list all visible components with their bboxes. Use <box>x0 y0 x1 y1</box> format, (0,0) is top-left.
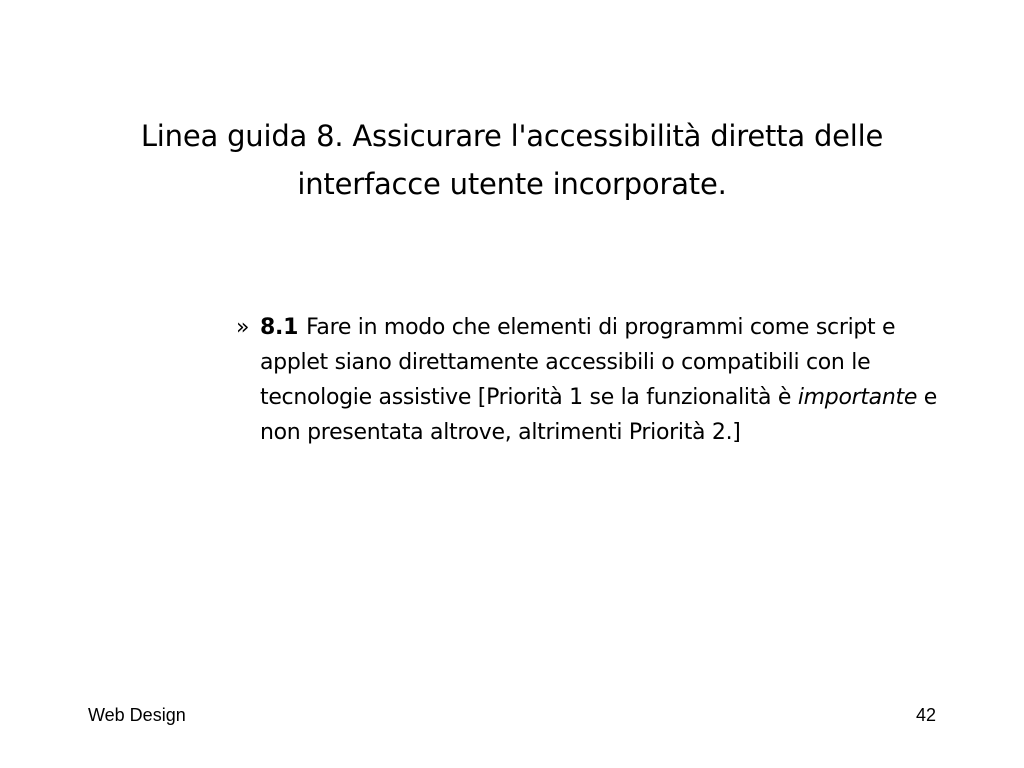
footer-text: Web Design <box>88 705 186 725</box>
bullet-item <box>236 310 952 450</box>
slide-title <box>60 112 964 208</box>
item-text-part2: e non presentata altrove, altrimenti Priorità 2.] <box>260 385 938 445</box>
bullet-marker: » <box>236 315 250 340</box>
slide-content <box>236 310 952 450</box>
page-number: 42 <box>915 705 936 725</box>
item-text-part1: Fare in modo che elementi di programmi come script e applet siano direttamente accessibili o compatibili con le tecnologie assistive [Priorità 1 se la funzionalità è <box>260 315 896 410</box>
item-emphasis: importante <box>797 385 918 410</box>
item-number: 8.1 <box>260 315 299 340</box>
title-line-1: Linea guida 8. Assicurare l'accessibilità diretta delle <box>140 119 884 153</box>
title-line-2: interfacce utente incorporate. <box>297 167 727 201</box>
